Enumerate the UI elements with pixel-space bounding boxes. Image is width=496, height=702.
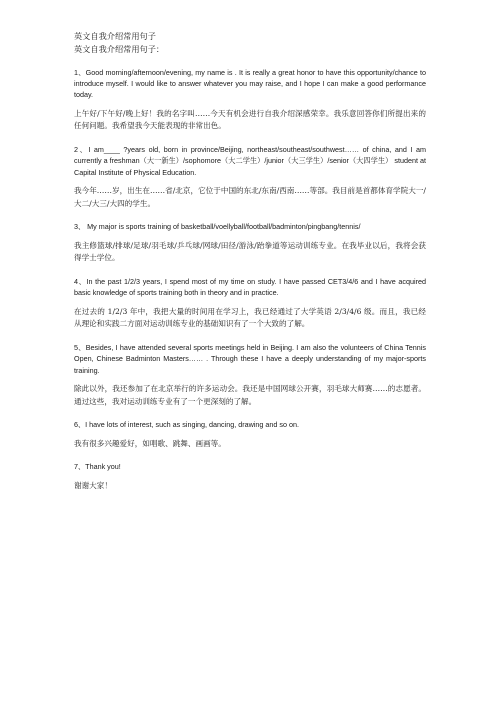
item-7-english: 7、Thank you! bbox=[74, 462, 121, 472]
item-3-chinese: 我主修篮球/排球/足球/羽毛球/乒乓球/网球/田径/游泳/跆拳道等运动训练专业。在我毕业以后，我将会获得学士学位。 bbox=[74, 240, 426, 263]
item-1-english: 1、Good morning/afternoon/evening, my name is . It is really a great honor to have this opportunity/chance to introduce myself. I would like to answer whatever you may raise, and I hope I can make a good performance today. bbox=[74, 68, 426, 100]
item-4-english: 4、In the past 1/2/3 years, I spend most of my time on study. I have passed CET3/4/6 and I have acquired basic knowledge of sports training both in theory and in practice. bbox=[74, 277, 426, 298]
item-7-chinese: 谢谢大家！ bbox=[74, 480, 112, 490]
document-title: 英文自我介绍常用句子 bbox=[74, 31, 156, 41]
item-4-chinese: 在过去的 1/2/3 年中，我把大量的时间用在学习上，我已经通过了大学英语 2/3/4/6 级。而且，我已经从理论和实践二方面对运动训练专业的基础知识有了一个大致的了解。 bbox=[74, 306, 426, 329]
item-3-english: 3、 My major is sports training of basketball/voellyball/football/badminton/pingbang/tennis/ bbox=[74, 222, 361, 232]
item-6-chinese: 我有很多兴趣爱好，如唱歌、跳舞、画画等。 bbox=[74, 438, 226, 448]
item-1-chinese: 上午好/下午好/晚上好！我的名字叫……今天有机会进行自我介绍深感荣幸。我乐意回答你们所提出来的任何问题。我希望我今天能表现的非常出色。 bbox=[74, 108, 426, 131]
item-5-chinese: 除此以外，我还参加了在北京举行的许多运动会。我还是中国网球公开赛，羽毛球大师赛……的志愿者。通过这些，我对运动训练专业有了一个更深刻的了解。 bbox=[74, 383, 426, 406]
item-2-chinese: 我今年……岁，出生在……省/北京，它位于中国的东北/东南/西南……等部。我目前是首都体育学院大一/大二/大三/大四的学生。 bbox=[74, 185, 426, 208]
document-page bbox=[74, 30, 426, 492]
document-subtitle: 英文自我介绍常用句子： bbox=[74, 44, 165, 54]
item-5-english: 5、Besides, I have attended several sports meetings held in Beijing. I am also the volunteers of China Tennis Open, Chinese Badminton Masters…… . Through these I have a deeply understanding of my major-sports training. bbox=[74, 343, 426, 375]
item-2-english: 2、I am____ ?years old, born in province/Beijing, northeast/southeast/southwest…… of china, and I am currently a freshman（大一新生）/sophomore（大二学生）/junior（大三学生）/senior（大四学生） student at Capital Institute of Physical Education. bbox=[74, 145, 426, 177]
item-6-english: 6、I have lots of interest, such as singing, dancing, drawing and so on. bbox=[74, 420, 299, 430]
